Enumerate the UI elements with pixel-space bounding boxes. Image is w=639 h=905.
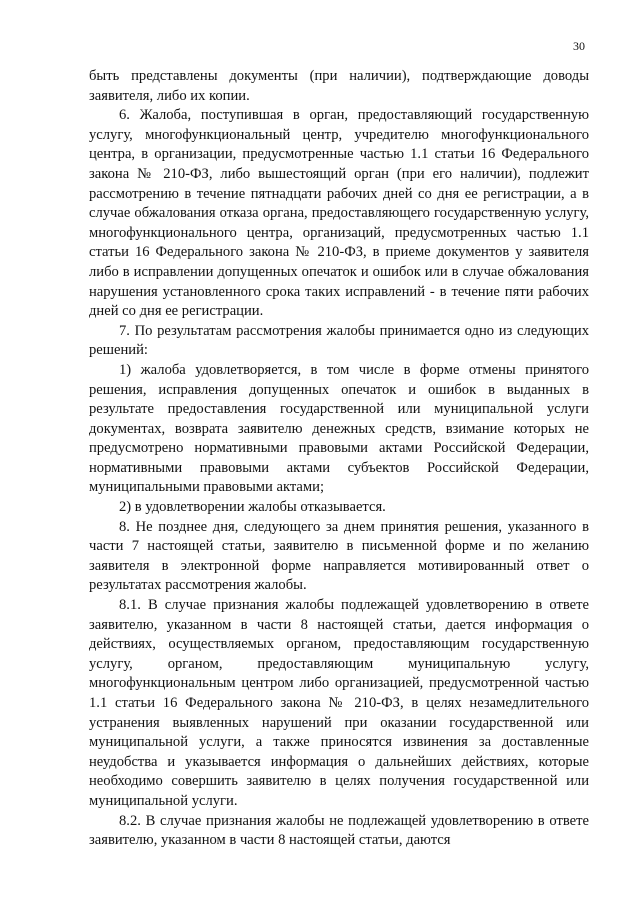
paragraph-continuation: быть представлены документы (при наличии), подтверждающие доводы заявителя, либо их копии.	[89, 68, 589, 104]
paragraph-7-item-2: 2) в удовлетворении жалобы отказывается.	[119, 499, 386, 516]
page-number: 30	[573, 39, 585, 53]
paragraph-7-item-1: 1) жалоба удовлетворяется, в том числе в форме отмены принятого решения, исправления допущенных опечаток и ошибок в выданных в результате предоставления государственной или муниципальной услуги документах, возврата заявителю денежных средств, взимание которых не предусмотрено нормативными правовыми актами Российской Федерации, нормативными правовыми актами субъектов Российской Федерации, муниципальными правовыми актами;	[89, 361, 589, 496]
paragraph-8-2-not-satisfied: 8.2. В случае признания жалобы не подлежащей удовлетворению в ответе заявителю, указанном в части 8 настоящей статьи, даются	[89, 812, 589, 849]
paragraph-7-decisions: 7. По результатам рассмотрения жалобы принимается одно из следующих решений:	[89, 322, 589, 359]
paragraph-6-complaint-review-term: 6. Жалоба, поступившая в орган, предоставляющий государственную услугу, многофункциональный центр, учредителю многофункционального центра, в организации, предусмотренные частью 1.1 статьи 16 Федерального закона № 210-ФЗ, либо вышестоящий орган (при его наличии), подлежит рассмотрению в течение пятнадцати рабочих дней со дня ее регистрации, а в случае обжалования отказа органа, предоставляющего государственную услугу, многофункционального центра, организаций, предусмотренных частью 1.1 статьи 16 Федерального закона № 210-ФЗ, в приеме документов у заявителя либо в исправлении допущенных опечаток и ошибок или в случае обжалования нарушения установленного срока таких исправлений - в течение пяти рабочих дней со дня ее регистрации.	[89, 107, 589, 320]
paragraph-8-1-satisfied: 8.1. В случае признания жалобы подлежащей удовлетворению в ответе заявителю, указанном в части 8 настоящей статьи, дается информация о действиях, осуществляемых органом, предоставляющим государственную услугу, органом, предоставляющим муниципальную услугу, многофункциональным центром либо организацией, предусмотренной частью 1.1 статьи 16 Федерального закона № 210-ФЗ, в целях незамедлительного устранения выявленных нарушений при оказании государственной или муниципальной услуги, а также приносятся извинения за доставленные неудобства и указывается информация о дальнейших действиях, которые необходимо совершить заявителю в целях получения государственной или муниципальной услуги.	[89, 597, 589, 809]
document-body	[89, 67, 589, 851]
paragraph-8-response: 8. Не позднее дня, следующего за днем принятия решения, указанного в части 7 настоящей статьи, заявителю в письменной форме и по желанию заявителя в электронной форме направляется мотивированный ответ о результатах рассмотрения жалобы.	[89, 518, 589, 594]
